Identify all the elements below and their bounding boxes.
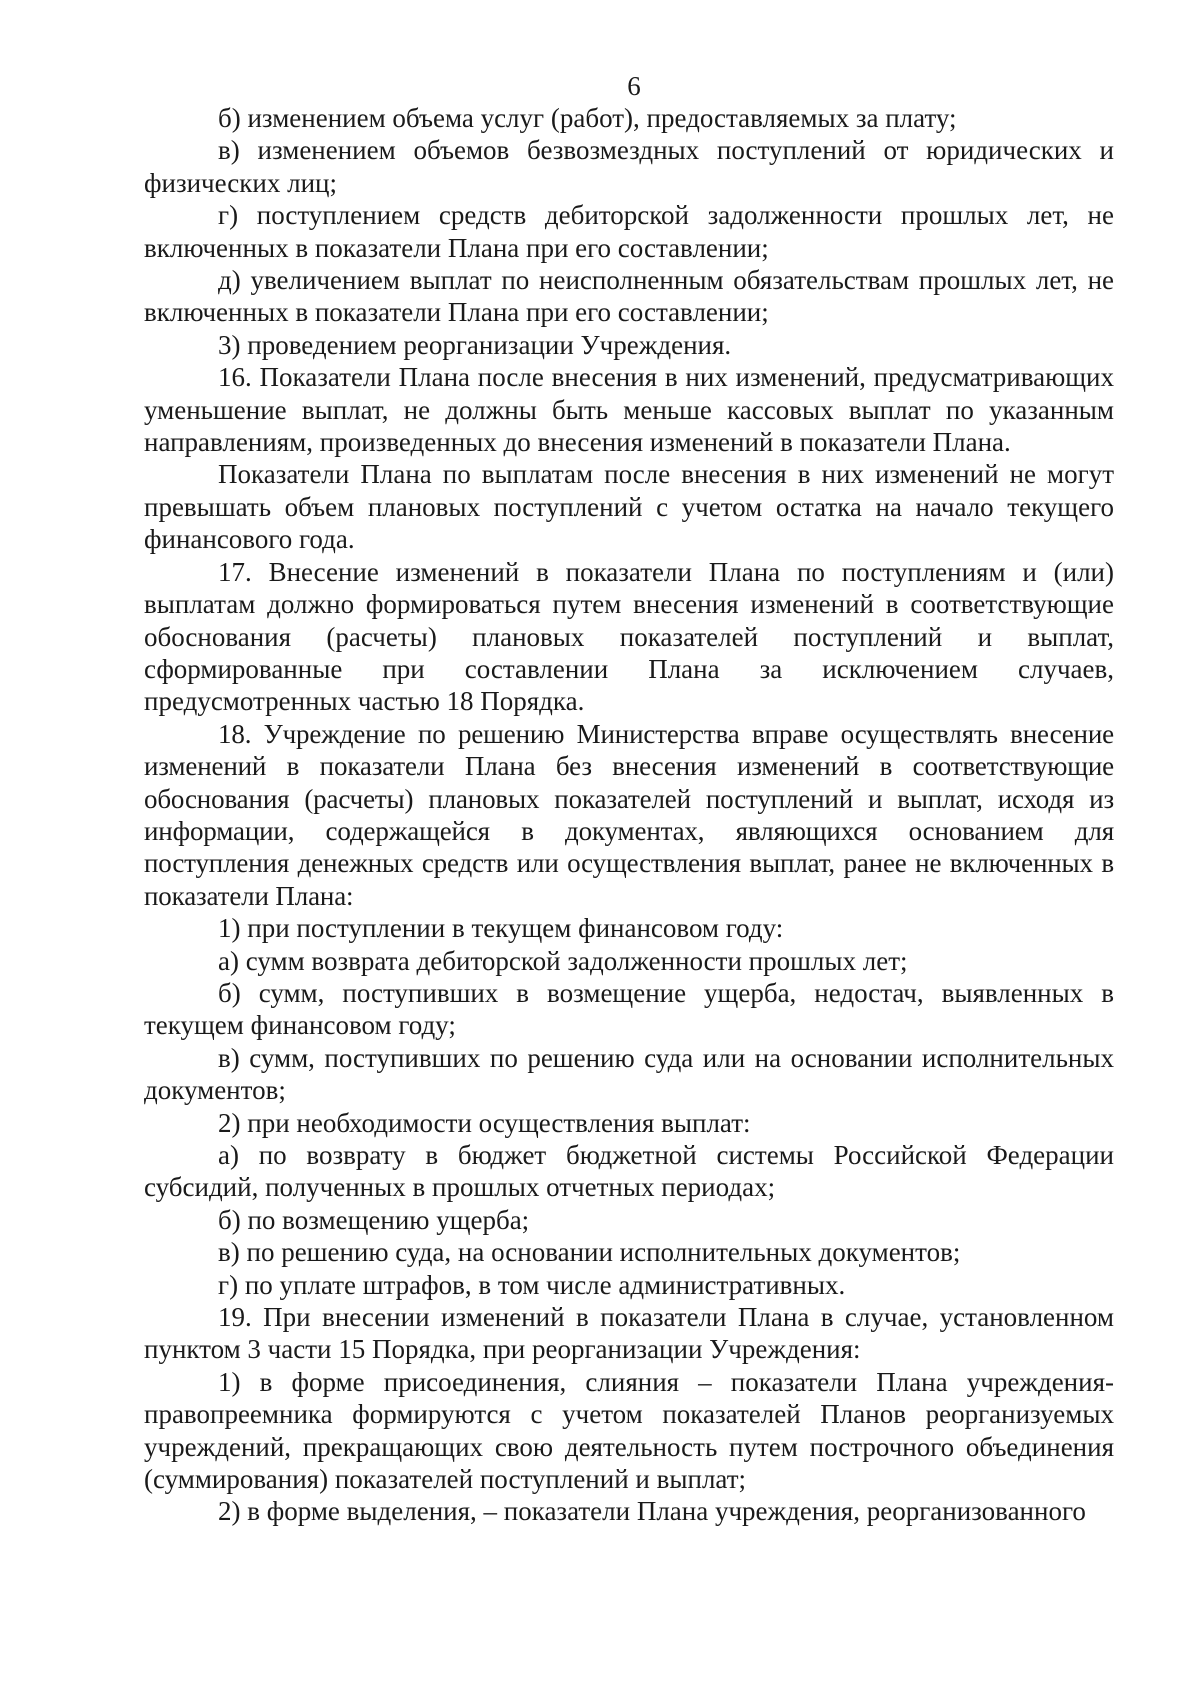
paragraph: б) изменением объема услуг (работ), предоставляемых за плату; bbox=[218, 103, 957, 133]
paragraph: 3) проведением реорганизации Учреждения. bbox=[218, 329, 732, 360]
paragraph: а) по возврату в бюджет бюджетной системы Российской Федерации субсидий, полученных в прошлых отчетных периодах; bbox=[144, 1140, 1114, 1203]
paragraph: д) увеличением выплат по неисполненным обязательствам прошлых лет, не включенных в показатели Плана при его составлении; bbox=[144, 265, 1114, 328]
page-number: 6 bbox=[627, 71, 641, 101]
paragraph: 1) в форме присоединения, слияния – показатели Плана учреждения-правопреемника формируются с учетом показателей Планов реорганизуемых учреждений, прекращающих свою деятельность путем построчного объединения (суммирования) показателей поступлений и выплат; bbox=[144, 1366, 1114, 1495]
paragraph: в) по решению суда, на основании исполнительных документов; bbox=[218, 1237, 961, 1268]
paragraph: 1) при поступлении в текущем финансовом году: bbox=[218, 913, 784, 944]
paragraph: Показатели Плана по выплатам после внесения в них изменений не могут превышать объем плановых поступлений с учетом остатка на начало текущего финансового года. bbox=[144, 459, 1114, 555]
paragraph: 16. Показатели Плана после внесения в них изменений, предусматривающих уменьшение выплат, не должны быть меньше кассовых выплат по указанным направлениям, произведенных до внесения изменений в показатели Плана. bbox=[144, 362, 1114, 458]
paragraph: 2) при необходимости осуществления выплат: bbox=[218, 1107, 751, 1138]
paragraph: 19. При внесении изменений в показатели Плана в случае, установленном пунктом 3 части 15 Порядка, при реорганизации Учреждения: bbox=[144, 1302, 1114, 1365]
paragraph: 2) в форме выделения, – показатели Плана учреждения, реорганизованного bbox=[218, 1496, 1086, 1527]
paragraph: а) сумм возврата дебиторской задолженности прошлых лет; bbox=[218, 945, 908, 976]
paragraph: в) сумм, поступивших по решению суда или на основании исполнительных документов; bbox=[144, 1042, 1114, 1106]
paragraph: 18. Учреждение по решению Министерства вправе осуществлять внесение изменений в показатели Плана без внесения изменений в соответствующие обоснования (расчеты) плановых показателей поступлений и выплат, исходя из информации, содержащейся в документах, являющихся основанием для поступления денежных средств или осуществления выплат, ранее не включенных в показатели Плана: bbox=[144, 718, 1114, 911]
paragraph: б) по возмещению ущерба; bbox=[218, 1204, 530, 1235]
document-page bbox=[144, 70, 1114, 1528]
paragraph: б) сумм, поступивших в возмещение ущерба, недостач, выявленных в текущем финансовом году; bbox=[144, 977, 1114, 1041]
paragraph: г) по уплате штрафов, в том числе административных. bbox=[218, 1269, 846, 1300]
paragraph: г) поступлением средств дебиторской задолженности прошлых лет, не включенных в показатели Плана при его составлении; bbox=[144, 200, 1114, 263]
paragraph: в) изменением объемов безвозмездных поступлений от юридических и физических лиц; bbox=[144, 135, 1114, 198]
paragraph: 17. Внесение изменений в показатели Плана по поступлениям и (или) выплатам должно формироваться путем внесения изменений в соответствующие обоснования (расчеты) плановых показателей поступлений и выплат, сформированные при составлении Плана за исключением случаев, предусмотренных частью 18 Порядка. bbox=[144, 556, 1114, 717]
